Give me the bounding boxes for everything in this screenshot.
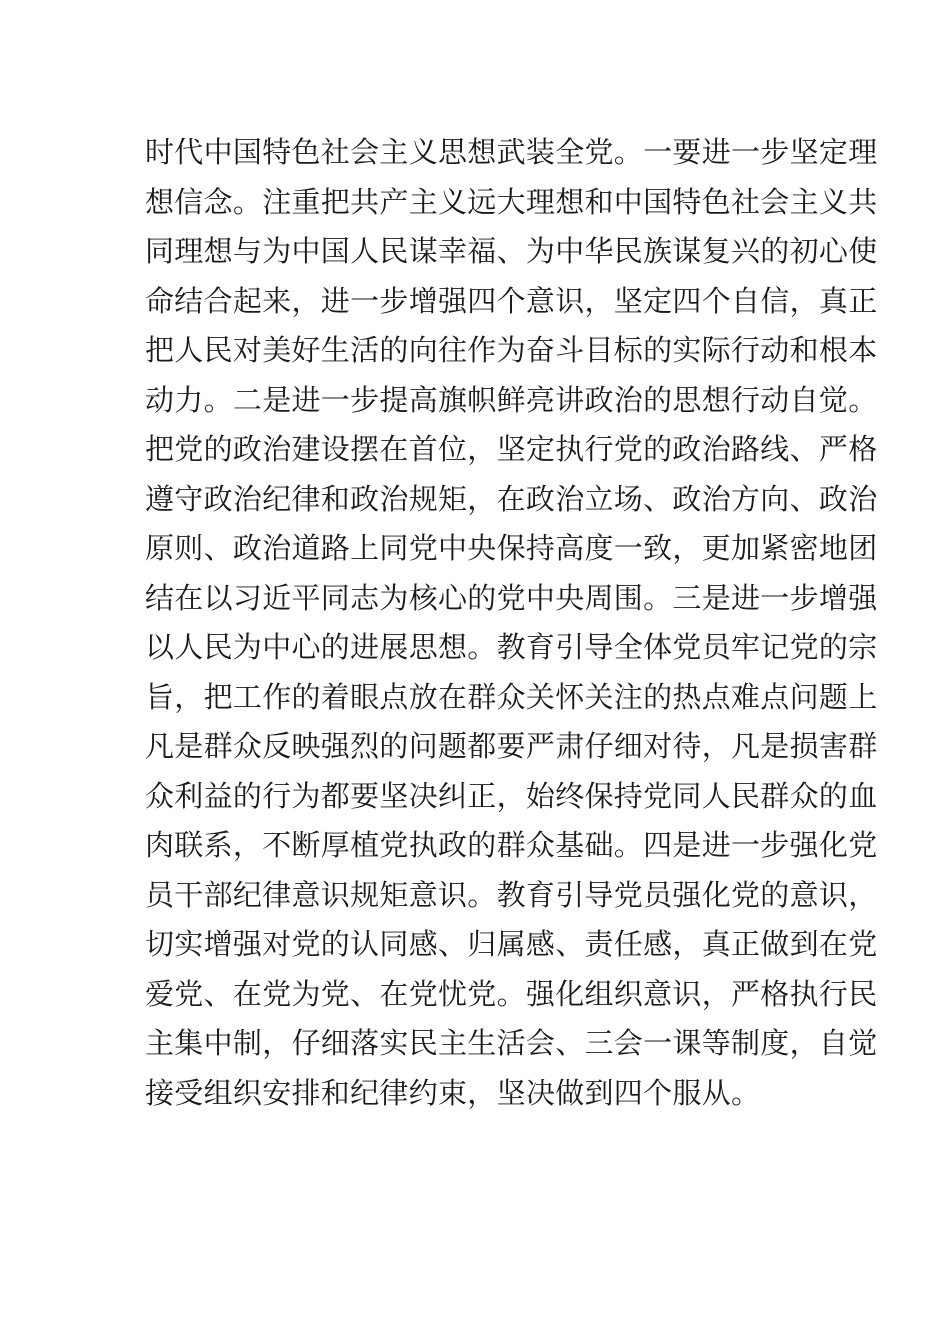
text-line-7: 把党的政治建设摆在首位，坚定执行党的政治路线、严格: [145, 432, 878, 466]
text-line-15: 肉联系，不断厚植党执政的群众基础。四是进一步强化党: [145, 828, 878, 862]
body-paragraph: [145, 128, 878, 1118]
text-line-8: 遵守政治纪律和政治规矩，在政治立场、政治方向、政治: [145, 481, 878, 516]
text-line-19: 主集中制，仔细落实民主生活会、三会一课等制度，自觉: [145, 1026, 878, 1060]
text-line-12: 旨，把工作的着眼点放在群众关怀关注的热点难点问题上: [145, 679, 878, 714]
text-line-14: 众利益的行为都要坚决纠正，始终保持党同人民群众的血: [145, 778, 878, 813]
text-line-11: 以人民为中心的进展思想。教育引导全体党员牢记党的宗: [145, 630, 878, 664]
text-line-16: 员干部纪律意识规矩意识。教育引导党员强化党的意识，: [145, 877, 878, 912]
text-line-6: 动力。二是进一步提高旗帜鲜亮讲政治的思想行动自觉。: [145, 382, 878, 417]
text-line-17: 切实增强对党的认同感、归属感、责任感，真正做到在党: [145, 927, 878, 961]
text-line-18: 爱党、在党为党、在党忧党。强化组织意识，严格执行民: [145, 976, 878, 1011]
text-line-5: 把人民对美好生活的向往作为奋斗目标的实际行动和根本: [145, 333, 878, 367]
text-line-13: 凡是群众反映强烈的问题都要严肃仔细对待，凡是损害群: [145, 729, 878, 763]
text-line-2: 想信念。注重把共产主义远大理想和中国特色社会主义共: [145, 184, 878, 219]
text-line-1: 时代中国特色社会主义思想武装全党。一要进一步坚定理: [145, 135, 878, 169]
text-line-4: 命结合起来，进一步增强四个意识，坚定四个自信，真正: [145, 283, 878, 318]
text-line-9: 原则、政治道路上同党中央保持高度一致，更加紧密地团: [145, 531, 878, 565]
text-line-10: 结在以习近平同志为核心的党中央周围。三是进一步增强: [145, 580, 878, 615]
text-line-3: 同理想与为中国人民谋幸福、为中华民族谋复兴的初心使: [145, 234, 878, 268]
text-line-20: 接受组织安排和纪律约束，坚决做到四个服从。: [145, 1075, 761, 1110]
